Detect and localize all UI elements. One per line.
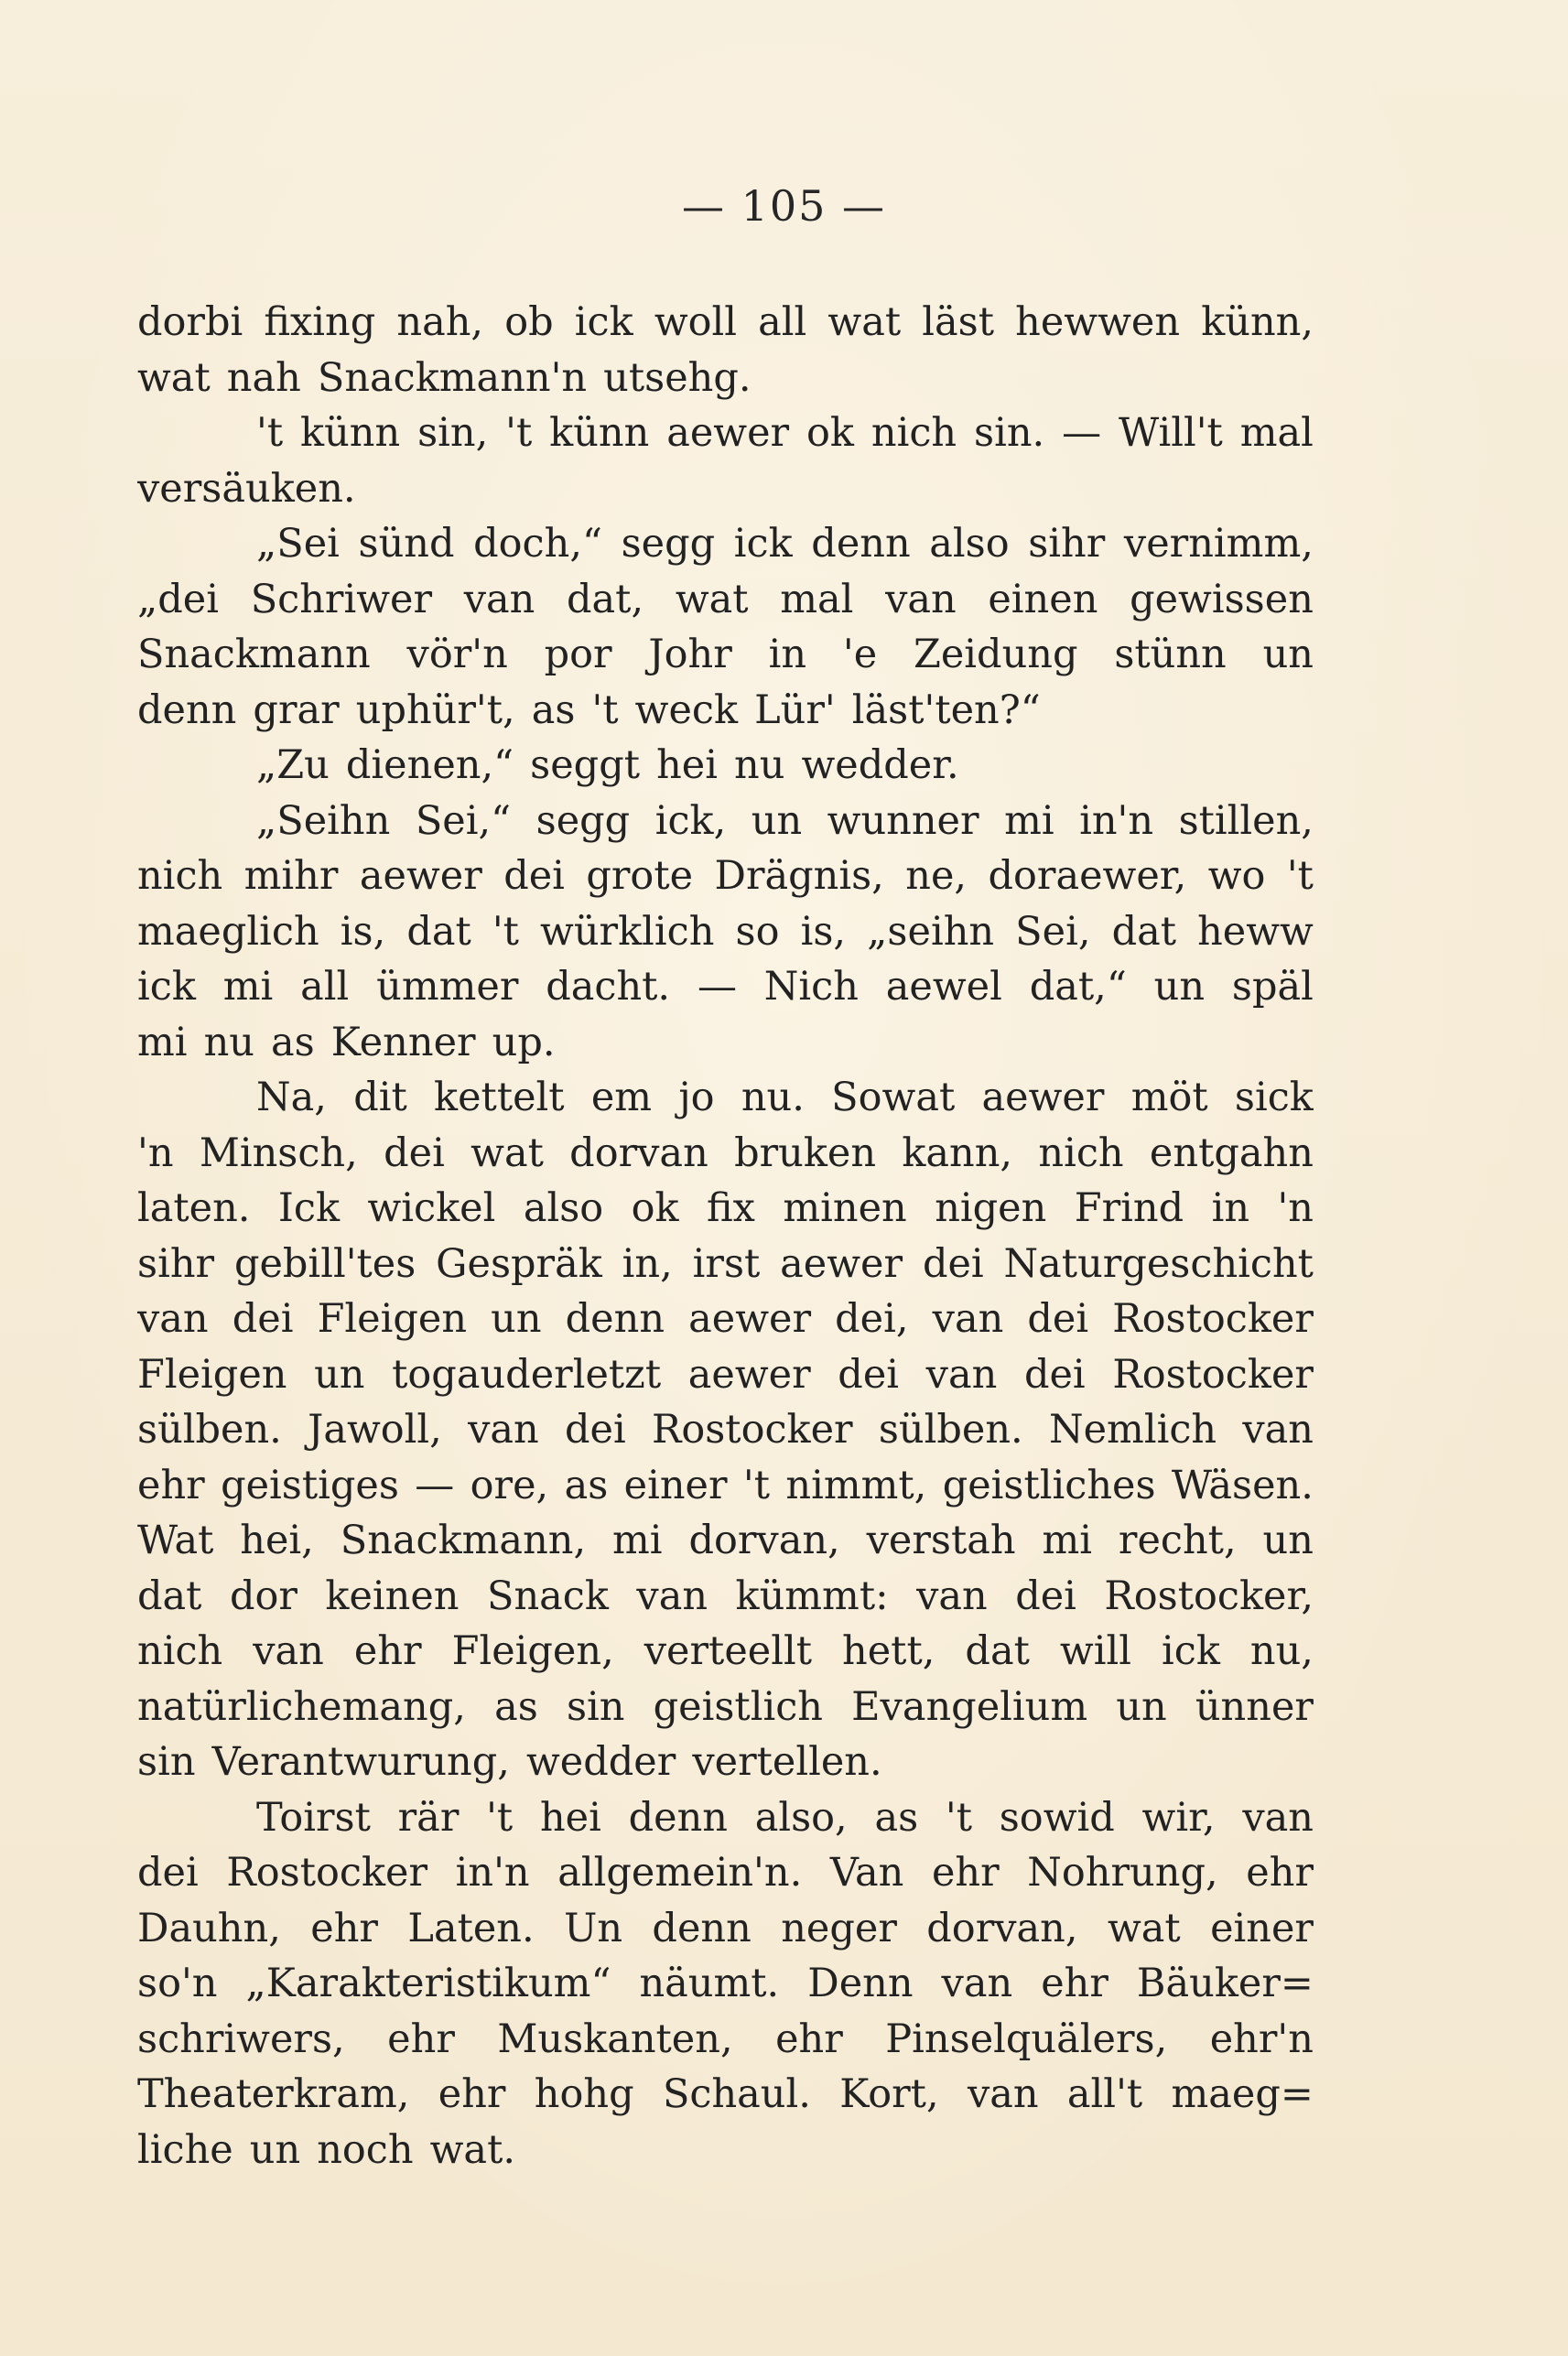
text-line: ehr geistiges — ore, as einer 't nimmt, geistliches Wäsen. xyxy=(137,1462,1314,1508)
text-line: Wat hei, Snackmann, mi dorvan, verstah mi recht, un xyxy=(137,1518,1314,1563)
text-line: „Sei sünd doch,“ segg ick denn also sihr vernimm, xyxy=(256,521,1314,567)
text-line: denn grar uphür't, as 't weck Lür' läst'ten?“ xyxy=(137,686,1041,733)
text-line: sülben. Jawoll, van dei Rostocker sülben. Nemlich van xyxy=(137,1407,1314,1453)
text-line: nich mihr aewer dei grote Drägnis, ne, doraewer, wo 't xyxy=(137,853,1314,899)
text-line: 'n Minsch, dei wat dorvan bruken kann, nich entgahn xyxy=(137,1129,1314,1176)
text-line: dei Rostocker in'n allgemein'n. Van ehr Nohrung, ehr xyxy=(137,1850,1314,1896)
text-line: Toirst rär 't hei denn also, as 't sowid wir, van xyxy=(256,1794,1314,1841)
text-line: nich van ehr Fleigen, verteellt hett, dat will ick nu, xyxy=(137,1628,1314,1674)
text-line: „Seihn Sei,“ segg ick, un wunner mi in'n stillen, xyxy=(256,797,1314,844)
text-line: dorbi fixing nah, ob ick woll all wat läst hewwen künn, xyxy=(137,299,1314,345)
text-line: maeglich is, dat 't würklich so is, „seihn Sei, dat heww xyxy=(137,908,1314,955)
body-text xyxy=(137,295,1314,2178)
text-line: natürlichemang, as sin geistlich Evangelium un ünner xyxy=(137,1683,1314,1730)
text-line: sin Verantwurung, wedder vertellen. xyxy=(137,1739,882,1785)
text-line: „Zu dienen,“ seggt hei nu wedder. xyxy=(256,742,959,788)
text-line: dat dor keinen Snack van kümmt: van dei Rostocker, xyxy=(137,1572,1314,1619)
text-line: mi nu as Kenner up. xyxy=(137,1019,556,1065)
text-line: Fleigen un togauderletzt aewer dei van dei Rostocker xyxy=(137,1351,1314,1398)
text-line: schriwers, ehr Muskanten, ehr Pinselquälers, ehr'n xyxy=(137,2016,1314,2062)
text-line: laten. Ick wickel also ok fix minen nigen Frind in 'n xyxy=(137,1185,1314,1231)
page-number: — 105 — xyxy=(681,181,887,231)
text-line: Theaterkram, ehr hohg Schaul. Kort, van all't maeg= xyxy=(137,2071,1314,2117)
text-line: van dei Fleigen un denn aewer dei, van dei Rostocker xyxy=(137,1296,1314,1342)
text-line: 't künn sin, 't künn aewer ok nich sin. — Will't mal xyxy=(256,410,1314,456)
text-line: liche un noch wat. xyxy=(137,2126,516,2173)
text-line: „dei Schriwer van dat, wat mal van einen gewissen xyxy=(137,576,1314,622)
text-line: so'n „Karakteristikum“ näumt. Denn van ehr Bäuker= xyxy=(137,1961,1314,2006)
text-line: versäuken. xyxy=(137,465,356,512)
text-line: Dauhn, ehr Laten. Un denn neger dorvan, wat einer xyxy=(137,1905,1314,1951)
text-line: Snackmann vör'n por Johr in 'e Zeidung stünn un xyxy=(137,632,1314,677)
text-line: Na, dit kettelt em jo nu. Sowat aewer möt sick xyxy=(256,1075,1314,1120)
text-line: wat nah Snackmann'n utsehg. xyxy=(137,354,752,401)
text-line: ick mi all ümmer dacht. — Nich aewel dat,“ un späl xyxy=(137,964,1314,1010)
text-line: sihr gebill'tes Gespräk in, irst aewer dei Naturgeschicht xyxy=(137,1240,1314,1287)
